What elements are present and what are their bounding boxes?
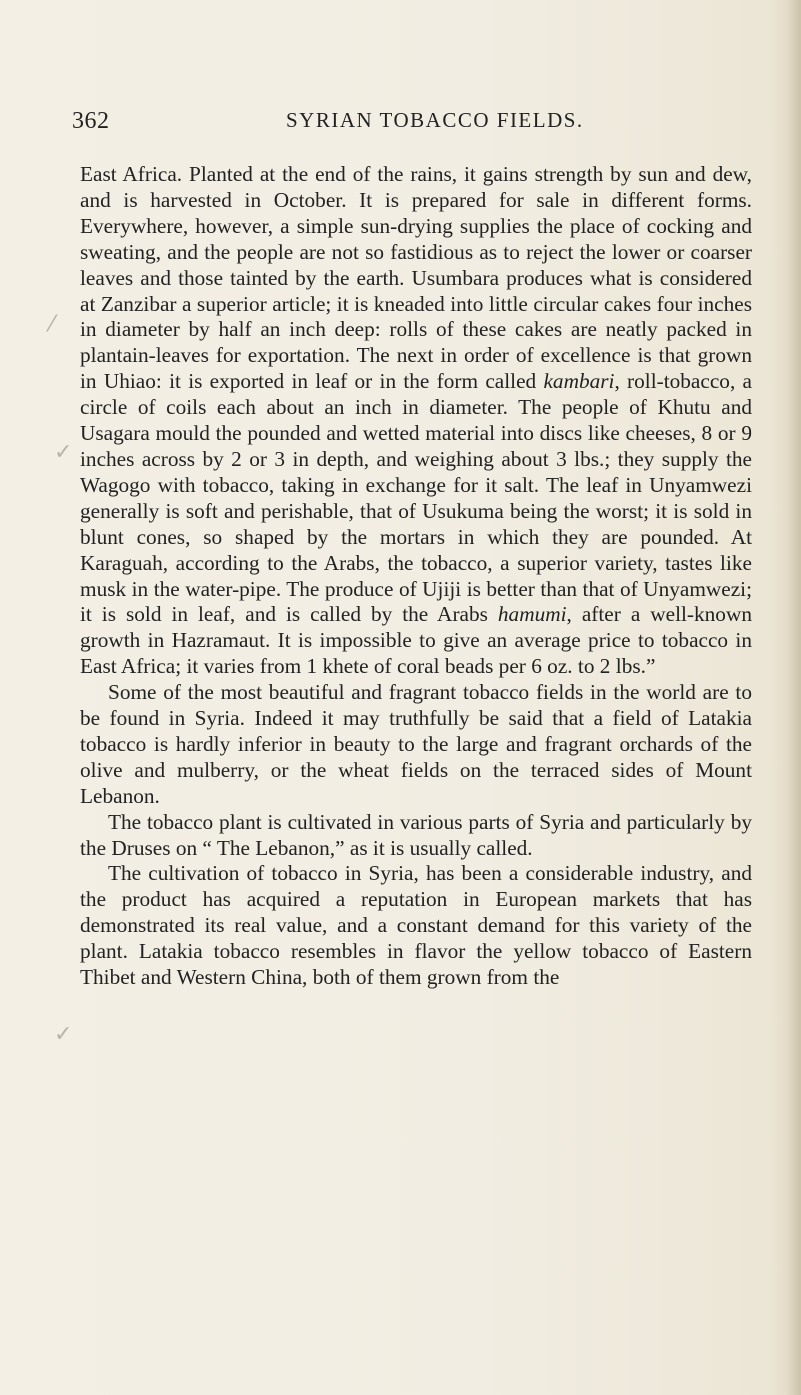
page-edge-shadow: [787, 0, 801, 1395]
running-head: [72, 108, 762, 144]
body-text: [80, 162, 752, 991]
paragraph-text: , after a well-known growth in Hazramaut. It is impossible to give an average price to tobacco in East Africa; it varies from 1 khete of coral beads per 6 oz. to 2 lbs.”: [80, 602, 752, 679]
running-title: SYRIAN TOBACCO FIELDS.: [286, 108, 584, 132]
paragraph-text: , roll-tobacco, a circle of coils each about an inch in diameter. The people of Khutu and Usagara mould the pounded and wetted material into discs like cheeses, 8 or 9 inches across by 2 or 3 in depth, and weighing about 3 lbs.; they supply the Wagogo with tobacco, taking in exchange for it salt. The leaf in Unyamwezi generally is soft and perishable, that of Usukuma being the worst; it is sold in blunt cones, so shaped by the mortars in which they are pounded. At Karaguah, according to the Arabs, the tobacco, a superior variety, tastes like musk in the water-pipe. The produce of Ujiji is better than that of Unyamwezi; it is sold in leaf, and is called by the Arabs: [80, 369, 752, 627]
paragraph: Some of the most beautiful and fragrant tobacco fields in the world are to be found in Syria. Indeed it may truthfully be said that a field of Latakia tobacco is hardly inferior in beauty to the large and fragrant orchards of the olive and mulberry, or the wheat fields on the terraced sides of Mount Lebanon.: [80, 680, 752, 808]
italic-term: hamumi: [497, 602, 567, 627]
margin-pencil-mark: ⁄: [50, 312, 54, 337]
page-number: 362: [72, 108, 110, 134]
margin-pencil-mark: ✓: [54, 440, 73, 465]
paragraph: The cultivation of tobacco in Syria, has been a considerable industry, and the product has acquired a reputation in European markets that has demonstrated its real value, and a constant demand for this variety of the plant. Latakia tobacco resembles in flavor the yellow tobacco of Eastern Thibet and Western China, both of them grown from the: [80, 861, 752, 990]
italic-term: kambari: [543, 369, 615, 394]
paragraph: [80, 162, 752, 680]
margin-pencil-mark: ✓: [54, 1022, 73, 1047]
paragraph: The tobacco plant is cultivated in various parts of Syria and particularly by the Druses on “ The Lebanon,” as it is usually called.: [80, 809, 752, 860]
paragraph-text: East Africa. Planted at the end of the rains, it gains strength by sun and dew, and is harvested in October. It is prepared for sale in different forms. Everywhere, however, a simple sun-drying supplies the place of cocking and sweating, and the people are not so fastidious as to reject the lower or coarser leaves and those tainted by the earth. Usumbara produces what is considered at Zanzibar a superior article; it is kneaded into little circular cakes four inches in diameter by half an inch deep: rolls of these cakes are neatly packed in plantain-leaves for exportation. The next in order of excellence is that grown in Uhiao: it is exported in leaf or in the form called: [80, 162, 752, 394]
